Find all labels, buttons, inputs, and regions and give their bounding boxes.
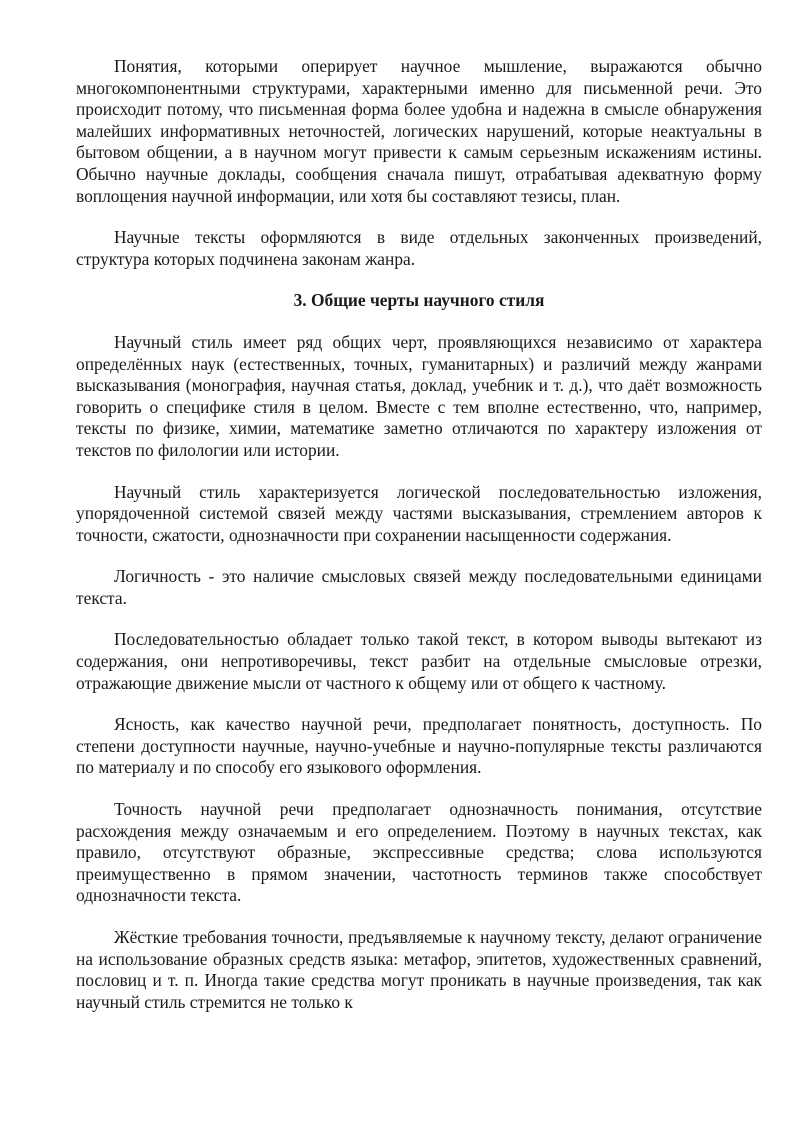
section-heading: 3. Общие черты научного стиля xyxy=(293,290,545,311)
paragraph-logical-sequence: Научный стиль характеризуется логической последовательностью изложения, упорядоченной системой связей между частями высказывания, стремлением авторов к точности, сжатости, однозначности при сохранении насыщенности содержания. xyxy=(76,481,762,545)
paragraph-precision: Точность научной речи предполагает однозначность понимания, отсутствие расхождения между означаемым и его определением. Поэтому в научных текстах, как правило, отсутствуют образные, экспрессивные средства; слова используются преимущественно в прямом значении, частотность терминов также способствует однозначности текста. xyxy=(76,799,762,906)
paragraph-logicality: Логичность - это наличие смысловых связей между последовательными единицами текста. xyxy=(76,566,762,608)
document-page xyxy=(76,56,762,1033)
paragraph-scientific-texts: Научные тексты оформляются в виде отдельных законченных произведений, структура которых подчинена законам жанра. xyxy=(76,227,762,269)
paragraph-written-form: Понятия, которыми оперирует научное мышление, выражаются обычно многокомпонентными структурами, характерными именно для письменной речи. Это происходит потому, что письменная форма более удобна и надежна в смысле обнаружения малейших информативных неточностей, логических нарушений, которые неактуальны в бытовом общении, а в научном могут привести к самым серьезным искажениям истины. Обычно научные доклады, сообщения сначала пишут, отрабатывая адекватную форму воплощения научной информации, или хотя бы составляют тезисы, план. xyxy=(76,56,762,206)
paragraph-consistency: Последовательностью обладает только такой текст, в котором выводы вытекают из содержания, они непротиворечивы, текст разбит на отдельные смысловые отрезки, отражающие движение мысли от частного к общему или от общего к частному. xyxy=(76,629,762,693)
paragraph-clarity: Ясность, как качество научной речи, предполагает понятность, доступность. По степени доступности научные, научно-учебные и научно-популярные тексты различаются по материалу и по способу его языкового оформления. xyxy=(76,714,762,778)
paragraph-strict-requirements: Жёсткие требования точности, предъявляемые к научному тексту, делают ограничение на использование образных средств языка: метафор, эпитетов, художественных сравнений, пословиц и т. п. Иногда такие средства могут проникать в научные произведения, так как научный стиль стремится не только к xyxy=(76,927,762,1012)
paragraph-common-features: Научный стиль имеет ряд общих черт, проявляющихся независимо от характера определённых наук (естественных, точных, гуманитарных) и различий между жанрами высказывания (монография, научная статья, доклад, учебник и т. д.), что даёт возможность говорить о специфике стиля в целом. Вместе с тем вполне естественно, что, например, тексты по физике, химии, математике заметно отличаются по характеру изложения от текстов по филологии или истории. xyxy=(76,331,762,460)
